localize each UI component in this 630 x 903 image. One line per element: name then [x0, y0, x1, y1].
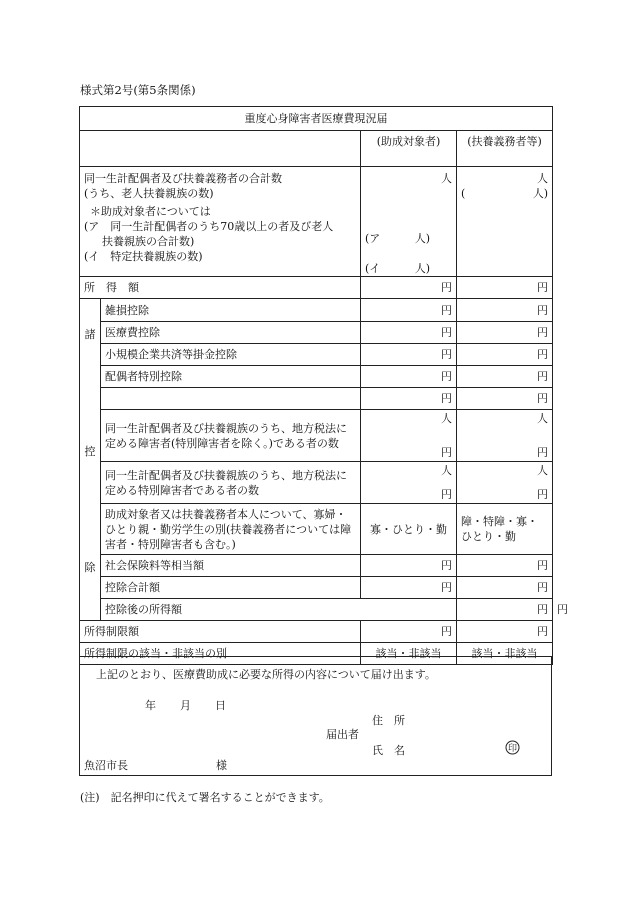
disabled-count-supporter: [457, 410, 553, 462]
name-label: 氏 名: [372, 744, 405, 757]
dependents-applicant-cell: [361, 167, 457, 277]
income-limit-unit-a: 円: [361, 621, 457, 643]
deduction-row-label: 小規模企業共済等掛金控除: [101, 344, 361, 366]
col-header-applicant: (助成対象者): [361, 131, 457, 167]
supporter-sub-close: 人): [532, 187, 548, 200]
deduction-total-label: 控除合計額: [101, 577, 361, 599]
applicant-i-close: 人): [414, 262, 430, 275]
honorific-label: 様: [216, 759, 227, 772]
dependents-supporter-unit: 人: [537, 172, 548, 185]
col-header-supporter: (扶養義務者等): [457, 131, 553, 167]
date-month-label: 月: [180, 699, 191, 712]
social-insurance-unit-b: 円: [457, 555, 553, 577]
declaration-statement: 上記のとおり、医療費助成に必要な所得の内容について届け出ます。: [96, 668, 436, 681]
income-supporter-unit: 円: [457, 277, 553, 299]
deduction-row-unit-a: 円: [361, 299, 457, 322]
deduction-row-unit-b: 円: [457, 366, 553, 388]
dependents-label-cell: [80, 167, 361, 277]
seal-stamp-text: 印: [507, 744, 518, 754]
income-status-table: 重度心身障害者医療費現況届 (助成対象者) (扶養義務者等) 同一生計配偶者及び扶養義務者の合計数 (うち、老人扶養親族の数) ＊助成対象者については (ア 同一生計配偶者のうち70歳以上の者及び老人 扶養親族の合計数) (イ 特定扶養親族の数) 人 (ア 人) (イ 人) 人 ( 人) 所 得 額 円 円 諸 控 除 雑損控除 円 円 医療費控除 円 円 小規模企業共済等掛金控除 円 円 配偶者特別控除 円 円 円 円 同一生計配偶者及び扶養親族のうち、地方税法に定める障害者(特別障害者を除く。)である者の数 人 円 人 円 同一生計配偶者及び扶養親族のうち、地方税法に定める特別障害者である者の数 人 円 人 円 助成対象者又は扶養義務者本人について、寡婦・ひとり親・勤労学生の別(扶養義務者については障害者・特別障害者も含む。) 寡・ひとり・勤 障・特障・寡・ひとり・勤 社会保険料等相当額 円 円 控除合計額 円 円 控除後の所得額 円 円 所得制限額 円 円 所得制限の該当・非該当の別 該当・非該当 該当・非該当: [79, 106, 553, 665]
disabled-count-applicant: [361, 410, 457, 462]
income-limit-unit-b: 円: [457, 621, 553, 643]
dependents-line-2: (うち、老人扶養親族の数): [84, 187, 214, 200]
seal-stamp-icon: [505, 740, 520, 755]
after-deduction-label: 控除後の所得額: [101, 599, 457, 621]
special-disabled-applicant: [361, 462, 457, 504]
income-label: 所 得 額: [80, 277, 361, 299]
declaration-box: [79, 656, 552, 776]
side-label-1: 諸: [84, 328, 96, 341]
date-day-label: 日: [215, 699, 226, 712]
dependents-line-5: 扶養親族の合計数): [102, 235, 195, 248]
side-label-3: 除: [84, 561, 96, 574]
special-yen-unit-a: 円: [441, 488, 452, 501]
dependents-supporter-cell: [457, 167, 553, 277]
disabled-person-unit-b: 人: [537, 412, 548, 425]
after-deduction-unit-a: 円: [457, 599, 553, 621]
social-insurance-label: 社会保険料等相当額: [101, 555, 361, 577]
deduction-row-unit-a: 円: [361, 366, 457, 388]
deduction-row-unit-b: 円: [457, 344, 553, 366]
income-applicant-unit: 円: [361, 277, 457, 299]
mayor-label: 魚沼市長: [84, 759, 128, 772]
deduction-row-label-blank: [101, 388, 361, 410]
disabled-count-label: 同一生計配偶者及び扶養親族のうち、地方税法に定める障害者(特別障害者を除く。)である者の数: [101, 410, 361, 462]
limit-applicable-supporter: 該当・非該当: [457, 643, 553, 665]
dependents-line-3: ＊助成対象者については: [90, 205, 211, 218]
deduction-total-unit-b: 円: [457, 577, 553, 599]
header-blank: [80, 131, 361, 167]
limit-applicable-applicant: 該当・非該当: [361, 643, 457, 665]
dependents-line-6: (イ 特定扶養親族の数): [84, 250, 203, 263]
special-person-unit-b: 人: [537, 464, 548, 477]
deduction-row-unit-a: 円: [361, 322, 457, 344]
status-supporter-options: 障・特障・寡・ひとり・勤: [457, 504, 553, 555]
form-title: 重度心身障害者医療費現況届: [80, 107, 553, 131]
supporter-sub-open: (: [461, 187, 466, 200]
applicant-a-close: 人): [414, 232, 430, 245]
dependents-line-1: 同一生計配偶者及び扶養義務者の合計数: [84, 172, 282, 185]
deduction-row-unit-b: 円: [457, 299, 553, 322]
dependents-applicant-unit: 人: [441, 172, 452, 185]
dependents-line-4: (ア 同一生計配偶者のうち70歳以上の者及び老人: [84, 220, 334, 233]
status-classification-label: 助成対象者又は扶養義務者本人について、寡婦・ひとり親・勤労学生の別(扶養義務者については障害者・特別障害者も含む。): [101, 504, 361, 555]
deduction-row-unit-a: 円: [361, 388, 457, 410]
social-insurance-unit-a: 円: [361, 555, 457, 577]
applicant-a-open: (ア: [365, 232, 381, 245]
deduction-row-label: 雑損控除: [101, 299, 361, 322]
disabled-yen-unit-b: 円: [537, 446, 548, 459]
deductions-side-label: [80, 299, 101, 621]
limit-applicable-label: 所得制限の該当・非該当の別: [80, 643, 361, 665]
deduction-row-unit-b: 円: [457, 322, 553, 344]
disabled-person-unit-a: 人: [441, 412, 452, 425]
date-year-label: 年: [145, 699, 156, 712]
special-yen-unit-b: 円: [537, 488, 548, 501]
special-disabled-supporter: [457, 462, 553, 504]
deduction-row-label: 医療費控除: [101, 322, 361, 344]
side-label-2: 控: [84, 444, 96, 458]
deduction-total-unit-a: 円: [361, 577, 457, 599]
disabled-yen-unit-a: 円: [441, 446, 452, 459]
form-number-label: 様式第2号(第5条関係): [80, 83, 196, 97]
deduction-row-unit-a: 円: [361, 344, 457, 366]
notifier-label: 届出者: [326, 728, 359, 741]
deduction-row-unit-b: 円: [457, 388, 553, 410]
address-label: 住 所: [372, 714, 405, 727]
status-applicant-options: 寡・ひとり・勤: [361, 504, 457, 555]
deduction-row-label: 配偶者特別控除: [101, 366, 361, 388]
applicant-i-open: (イ: [365, 262, 381, 275]
special-person-unit-a: 人: [441, 464, 452, 477]
footnote: (注) 記名押印に代えて署名することができます。: [80, 791, 330, 804]
special-disabled-count-label: 同一生計配偶者及び扶養親族のうち、地方税法に定める特別障害者である者の数: [101, 462, 361, 504]
income-limit-label: 所得制限額: [80, 621, 361, 643]
